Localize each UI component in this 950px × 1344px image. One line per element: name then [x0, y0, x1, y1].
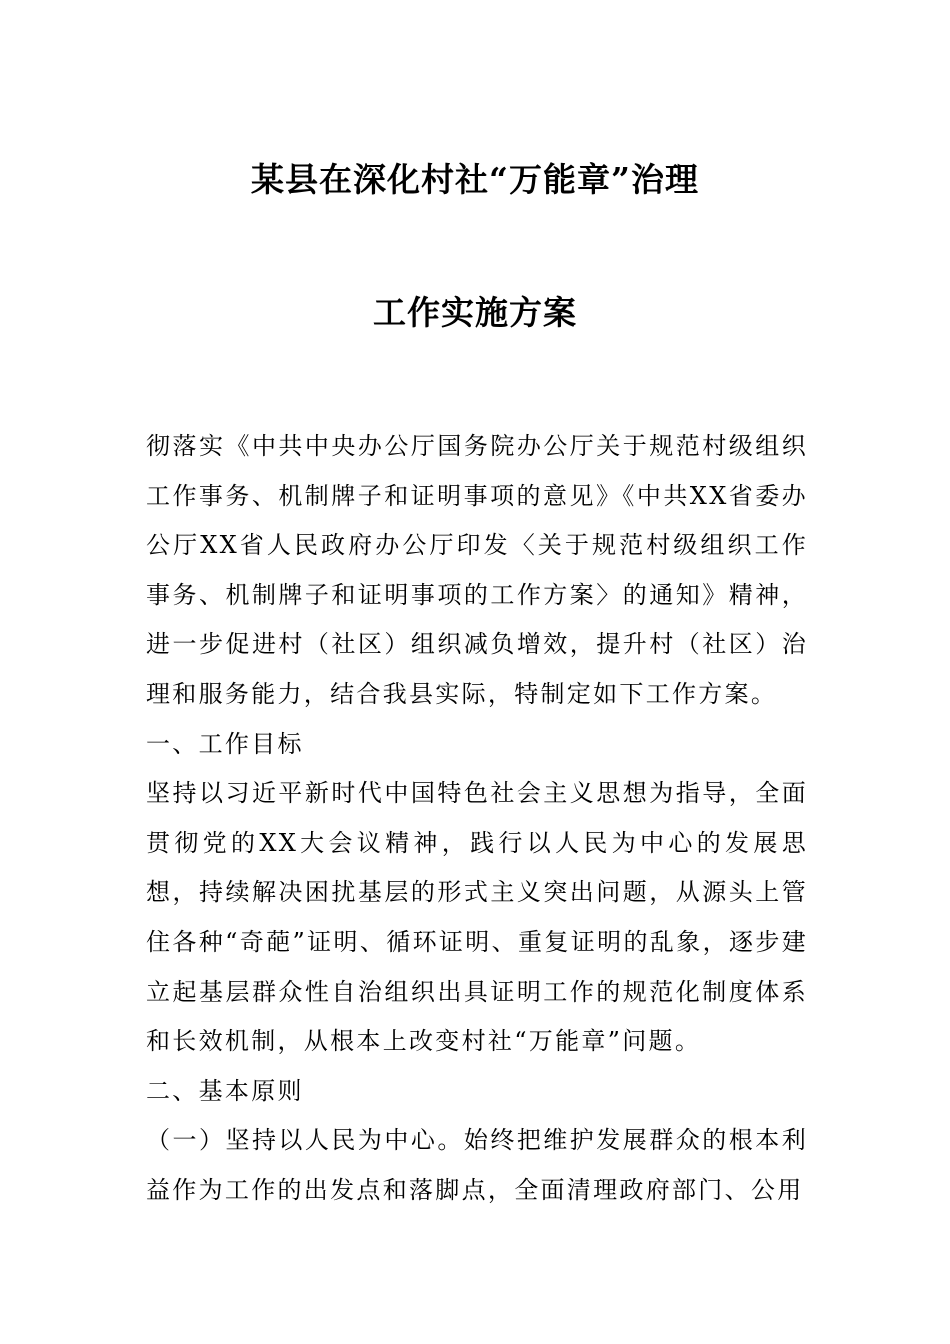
- document-title-line-1: 某县在深化村社“万能章”治理: [251, 160, 699, 199]
- intro-paragraph: 彻落实《中共中央办公厅国务院办公厅关于规范村级组织工作事务、机制牌子和证明事项的意见》《中共XX省委办公厅XX省人民政府办公厅印发〈关于规范村级组织工作事务、机制牌子和证明事项的工作方案〉的通知》精神，进一步促进村（社区）组织减负增效，提升村（社区）治理和服务能力，结合我县实际，特制定如下工作方案。: [146, 432, 808, 708]
- goals-paragraph: 坚持以习近平新时代中国特色社会主义思想为指导，全面贯彻党的XX大会议精神，践行以人民为中心的发展思想，持续解决困扰基层的形式主义突出问题，从源头上管住各种“奇葩”证明、循环证明、重复证明的乱象，逐步建立起基层群众性自治组织出具证明工作的规范化制度体系和长效机制，从根本上改变村社“万能章”问题。: [146, 779, 808, 1056]
- document-title-line-2: 工作实施方案: [373, 293, 577, 332]
- document-body: [146, 422, 808, 1216]
- principle-1-paragraph: （一）坚持以人民为中心。始终把维护发展群众的根本利益作为工作的出发点和落脚点，全面清理政府部门、公用: [146, 1126, 808, 1204]
- section-heading-goals: 一、工作目标: [146, 729, 304, 758]
- section-heading-principles: 二、基本原则: [146, 1076, 304, 1105]
